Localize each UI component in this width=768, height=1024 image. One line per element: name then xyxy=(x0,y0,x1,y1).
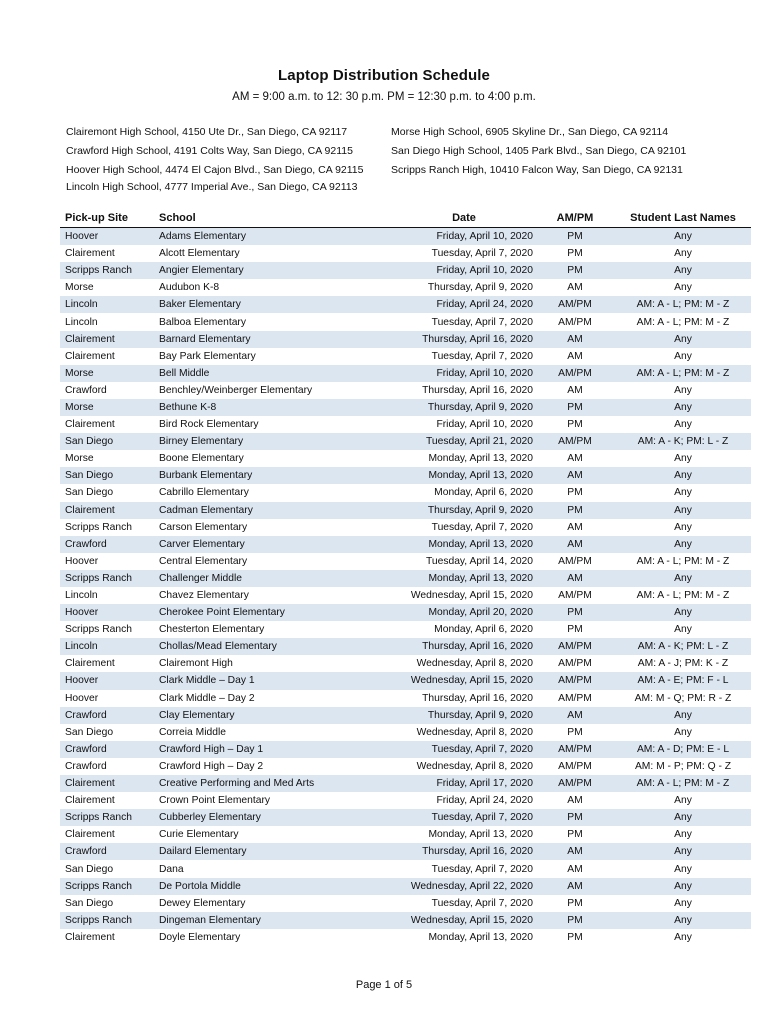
cell-student-last-names: Any xyxy=(615,912,751,929)
cell-am-pm: AM xyxy=(535,467,615,484)
cell-am-pm: AM xyxy=(567,384,583,396)
cell-date: Friday, April 10, 2020 xyxy=(355,228,535,246)
table-row xyxy=(60,775,751,792)
cell-date: Wednesday, April 8, 2020 xyxy=(416,760,533,772)
table-row xyxy=(60,296,751,313)
cell-school: Clark Middle – Day 1 xyxy=(159,672,355,689)
cell-student-last-names: Any xyxy=(674,350,692,362)
cell-school: Balboa Elementary xyxy=(159,316,247,328)
cell-school: Birney Elementary xyxy=(159,433,355,450)
table-row xyxy=(60,519,751,536)
cell-am-pm: PM xyxy=(535,912,615,929)
cell-pickup-site: Crawford xyxy=(60,843,159,860)
table-row xyxy=(60,536,751,553)
cell-student-last-names: Any xyxy=(674,419,692,431)
cell-student-last-names: AM: A - K; PM: L - Z xyxy=(615,638,751,655)
cell-date: Thursday, April 9, 2020 xyxy=(355,707,535,724)
cell-date: Thursday, April 16, 2020 xyxy=(355,843,535,860)
site-address: San Diego High School, 1405 Park Blvd., San Diego, CA 92101 xyxy=(391,145,687,157)
cell-pickup-site: Hoover xyxy=(60,672,159,689)
cell-student-last-names: Any xyxy=(674,897,692,909)
cell-student-last-names: AM: A - L; PM: M - Z xyxy=(636,316,730,328)
cell-student-last-names: Any xyxy=(674,931,692,943)
cell-school: Dingeman Elementary xyxy=(159,912,355,929)
table-row xyxy=(60,809,751,826)
cell-student-last-names: Any xyxy=(615,467,751,484)
cell-student-last-names: Any xyxy=(615,707,751,724)
table-row xyxy=(60,860,751,877)
cell-school: Bell Middle xyxy=(159,365,355,382)
schedule-table xyxy=(60,209,751,946)
cell-pickup-site: Scripps Ranch xyxy=(60,878,159,895)
cell-school: Crown Point Elementary xyxy=(159,795,271,807)
cell-student-last-names: AM: A - L; PM: M - Z xyxy=(615,775,751,792)
table-row xyxy=(60,382,751,399)
cell-date: Tuesday, April 7, 2020 xyxy=(431,863,533,875)
cell-date: Wednesday, April 8, 2020 xyxy=(416,726,533,738)
cell-school: Clairemont High xyxy=(159,658,233,670)
cell-pickup-site: Crawford xyxy=(60,536,159,553)
cell-date: Monday, April 13, 2020 xyxy=(355,467,535,484)
cell-pickup-site: Clairement xyxy=(65,658,115,670)
table-row xyxy=(60,313,751,330)
table-row xyxy=(60,450,751,467)
cell-am-pm: PM xyxy=(567,897,583,909)
cell-date: Thursday, April 9, 2020 xyxy=(355,399,535,416)
cell-pickup-site: San Diego xyxy=(65,487,114,499)
table-row xyxy=(60,707,751,724)
cell-pickup-site: San Diego xyxy=(65,897,114,909)
cell-school: Crawford High – Day 1 xyxy=(159,741,355,758)
cell-school: Dailard Elementary xyxy=(159,843,355,860)
cell-student-last-names: Any xyxy=(674,829,692,841)
cell-student-last-names: Any xyxy=(615,331,751,348)
cell-school: Chavez Elementary xyxy=(159,590,249,602)
cell-student-last-names: AM: A - L; PM: M - Z xyxy=(636,590,730,602)
cell-am-pm: AM xyxy=(535,843,615,860)
cell-student-last-names: Any xyxy=(674,487,692,499)
cell-student-last-names: AM: A - E; PM: F - L xyxy=(615,672,751,689)
table-header-row xyxy=(60,209,751,228)
table-row xyxy=(60,843,751,860)
cell-date: Monday, April 13, 2020 xyxy=(355,536,535,553)
cell-pickup-site: San Diego xyxy=(60,467,159,484)
cell-school: Cherokee Point Elementary xyxy=(159,604,355,621)
cell-school: Benchley/Weinberger Elementary xyxy=(159,384,313,396)
table-row xyxy=(60,758,751,775)
cell-date: Tuesday, April 14, 2020 xyxy=(425,555,533,567)
cell-date: Monday, April 13, 2020 xyxy=(428,453,533,465)
cell-pickup-site: Clairement xyxy=(60,502,159,519)
cell-pickup-site: San Diego xyxy=(65,863,114,875)
cell-pickup-site: Crawford xyxy=(60,707,159,724)
cell-date: Thursday, April 9, 2020 xyxy=(355,502,535,519)
cell-date: Thursday, April 16, 2020 xyxy=(422,384,533,396)
cell-date: Friday, April 10, 2020 xyxy=(436,419,533,431)
cell-date: Tuesday, April 21, 2020 xyxy=(355,433,535,450)
cell-student-last-names: AM: A - K; PM: L - Z xyxy=(615,433,751,450)
table-row xyxy=(60,878,751,895)
cell-school: Audubon K-8 xyxy=(159,282,220,294)
cell-student-last-names: AM: A - L; PM: M - Z xyxy=(615,365,751,382)
cell-am-pm: AM/PM xyxy=(535,296,615,313)
cell-pickup-site: Clairement xyxy=(60,331,159,348)
cell-pickup-site: Clairement xyxy=(60,775,159,792)
cell-pickup-site: Scripps Ranch xyxy=(60,570,159,587)
cell-date: Thursday, April 16, 2020 xyxy=(355,331,535,348)
cell-pickup-site: Clairement xyxy=(65,248,115,260)
header-date: Date xyxy=(355,209,535,228)
cell-school: Cadman Elementary xyxy=(159,502,355,519)
cell-date: Friday, April 24, 2020 xyxy=(355,296,535,313)
document-title: Laptop Distribution Schedule xyxy=(278,67,490,84)
cell-date: Wednesday, April 22, 2020 xyxy=(355,878,535,895)
cell-student-last-names: Any xyxy=(615,878,751,895)
table-row xyxy=(60,399,751,416)
cell-am-pm: AM/PM xyxy=(535,365,615,382)
cell-am-pm: AM xyxy=(567,350,583,362)
cell-school: Correia Middle xyxy=(159,726,226,738)
cell-date: Monday, April 13, 2020 xyxy=(355,570,535,587)
cell-pickup-site: Lincoln xyxy=(65,590,98,602)
cell-school: Bethune K-8 xyxy=(159,399,355,416)
table-row xyxy=(60,826,751,843)
cell-am-pm: PM xyxy=(567,931,583,943)
table-row xyxy=(60,416,751,433)
cell-student-last-names: Any xyxy=(615,570,751,587)
cell-am-pm: AM/PM xyxy=(558,692,592,704)
cell-pickup-site: Scripps Ranch xyxy=(65,624,132,636)
cell-date: Wednesday, April 15, 2020 xyxy=(355,672,535,689)
cell-school: Doyle Elementary xyxy=(159,931,241,943)
cell-student-last-names: Any xyxy=(674,248,692,260)
cell-am-pm: PM xyxy=(535,228,615,246)
cell-date: Wednesday, April 8, 2020 xyxy=(416,658,533,670)
cell-am-pm: AM xyxy=(535,331,615,348)
cell-date: Monday, April 20, 2020 xyxy=(355,604,535,621)
cell-date: Wednesday, April 15, 2020 xyxy=(355,912,535,929)
cell-student-last-names: Any xyxy=(674,384,692,396)
table-row xyxy=(60,279,751,296)
table-row xyxy=(60,690,751,707)
cell-date: Thursday, April 9, 2020 xyxy=(427,282,533,294)
cell-date: Wednesday, April 15, 2020 xyxy=(410,590,533,602)
cell-student-last-names: Any xyxy=(674,624,692,636)
cell-pickup-site: Clairement xyxy=(65,795,115,807)
table-row xyxy=(60,262,751,279)
cell-pickup-site: San Diego xyxy=(60,433,159,450)
cell-pickup-site: Lincoln xyxy=(60,296,159,313)
site-address: Crawford High School, 4191 Colts Way, San Diego, CA 92115 xyxy=(66,145,353,157)
cell-student-last-names: Any xyxy=(674,521,692,533)
cell-pickup-site: Clairement xyxy=(65,419,115,431)
cell-student-last-names: Any xyxy=(615,536,751,553)
cell-school: Baker Elementary xyxy=(159,296,355,313)
cell-am-pm: AM xyxy=(567,453,583,465)
cell-student-last-names: AM: M - P; PM: Q - Z xyxy=(634,760,732,772)
table-row xyxy=(60,792,751,809)
table-row xyxy=(60,365,751,382)
site-address: Hoover High School, 4474 El Cajon Blvd., San Diego, CA 92115 xyxy=(66,164,364,176)
cell-am-pm: PM xyxy=(567,829,583,841)
cell-school: Angier Elementary xyxy=(159,262,355,279)
cell-school: Barnard Elementary xyxy=(159,331,355,348)
cell-date: Tuesday, April 7, 2020 xyxy=(431,521,533,533)
cell-pickup-site: Hoover xyxy=(65,692,99,704)
cell-am-pm: AM/PM xyxy=(558,316,592,328)
cell-student-last-names: AM: A - D; PM: E - L xyxy=(615,741,751,758)
cell-date: Tuesday, April 7, 2020 xyxy=(355,741,535,758)
cell-school: Crawford High – Day 2 xyxy=(159,760,264,772)
cell-am-pm: PM xyxy=(535,604,615,621)
cell-pickup-site: Scripps Ranch xyxy=(65,521,132,533)
cell-pickup-site: Scripps Ranch xyxy=(60,912,159,929)
cell-pickup-site: Hoover xyxy=(60,228,159,246)
cell-student-last-names: Any xyxy=(674,453,692,465)
table-row xyxy=(60,604,751,621)
cell-pickup-site: Crawford xyxy=(60,741,159,758)
cell-student-last-names: AM: M - Q; PM: R - Z xyxy=(634,692,732,704)
cell-date: Monday, April 6, 2020 xyxy=(434,487,533,499)
cell-pickup-site: Scripps Ranch xyxy=(60,262,159,279)
cell-date: Friday, April 24, 2020 xyxy=(436,795,533,807)
cell-am-pm: PM xyxy=(567,624,583,636)
cell-student-last-names: Any xyxy=(674,726,692,738)
cell-school: Curie Elementary xyxy=(159,829,239,841)
cell-am-pm: PM xyxy=(567,487,583,499)
cell-school: Dewey Elementary xyxy=(159,897,246,909)
cell-student-last-names: Any xyxy=(615,399,751,416)
cell-student-last-names: Any xyxy=(615,843,751,860)
table-row xyxy=(60,502,751,519)
cell-am-pm: PM xyxy=(567,419,583,431)
site-address: Morse High School, 6905 Skyline Dr., San Diego, CA 92114 xyxy=(391,126,669,138)
header-student-last-names: Student Last Names xyxy=(615,209,751,228)
header-am-pm: AM/PM xyxy=(535,209,615,228)
table-row xyxy=(60,587,751,604)
cell-date: Friday, April 10, 2020 xyxy=(355,365,535,382)
cell-am-pm: AM/PM xyxy=(558,590,592,602)
cell-student-last-names: Any xyxy=(615,604,751,621)
cell-pickup-site: Hoover xyxy=(65,555,99,567)
cell-student-last-names: Any xyxy=(674,282,692,294)
cell-am-pm: AM/PM xyxy=(535,433,615,450)
cell-date: Tuesday, April 7, 2020 xyxy=(431,248,533,260)
table-row xyxy=(60,484,751,501)
cell-am-pm: AM/PM xyxy=(558,658,592,670)
time-legend: AM = 9:00 a.m. to 12: 30 p.m. PM = 12:30 p.m. to 4:00 p.m. xyxy=(232,91,536,103)
cell-school: Clark Middle – Day 2 xyxy=(159,692,255,704)
cell-school: Carson Elementary xyxy=(159,521,248,533)
cell-school: Dana xyxy=(159,863,184,875)
table-row xyxy=(60,245,751,262)
cell-am-pm: PM xyxy=(535,502,615,519)
table-row xyxy=(60,570,751,587)
cell-pickup-site: Clairement xyxy=(65,931,115,943)
cell-school: Bird Rock Elementary xyxy=(159,419,259,431)
cell-am-pm: AM xyxy=(567,795,583,807)
cell-school: Carver Elementary xyxy=(159,536,355,553)
cell-am-pm: PM xyxy=(535,809,615,826)
cell-pickup-site: Crawford xyxy=(65,384,107,396)
table-row xyxy=(60,672,751,689)
cell-school: Boone Elementary xyxy=(159,453,244,465)
table-row xyxy=(60,621,751,638)
cell-school: Clay Elementary xyxy=(159,707,355,724)
cell-pickup-site: Lincoln xyxy=(65,316,98,328)
cell-school: Chesterton Elementary xyxy=(159,624,265,636)
cell-date: Tuesday, April 7, 2020 xyxy=(431,316,533,328)
cell-am-pm: AM xyxy=(535,878,615,895)
cell-am-pm: AM/PM xyxy=(558,555,592,567)
cell-pickup-site: Hoover xyxy=(60,604,159,621)
cell-pickup-site: Clairement xyxy=(65,829,115,841)
cell-student-last-names: Any xyxy=(674,863,692,875)
cell-school: De Portola Middle xyxy=(159,878,355,895)
table-row xyxy=(60,348,751,365)
cell-school: Adams Elementary xyxy=(159,228,355,246)
site-address: Scripps Ranch High, 10410 Falcon Way, San Diego, CA 92131 xyxy=(391,164,683,176)
table-row xyxy=(60,553,751,570)
cell-pickup-site: Morse xyxy=(65,282,94,294)
cell-student-last-names: Any xyxy=(674,795,692,807)
cell-am-pm: AM/PM xyxy=(535,638,615,655)
table-row xyxy=(60,433,751,450)
cell-date: Thursday, April 16, 2020 xyxy=(422,692,533,704)
page-number: Page 1 of 5 xyxy=(355,979,413,991)
cell-student-last-names: Any xyxy=(615,809,751,826)
cell-pickup-site: Scripps Ranch xyxy=(60,809,159,826)
cell-student-last-names: AM: A - L; PM: M - Z xyxy=(636,555,730,567)
cell-am-pm: PM xyxy=(567,248,583,260)
cell-date: Tuesday, April 7, 2020 xyxy=(355,809,535,826)
cell-date: Thursday, April 16, 2020 xyxy=(355,638,535,655)
cell-school: Burbank Elementary xyxy=(159,467,355,484)
cell-am-pm: PM xyxy=(567,726,583,738)
cell-am-pm: AM xyxy=(567,521,583,533)
cell-am-pm: AM xyxy=(535,536,615,553)
cell-student-last-names: Any xyxy=(615,262,751,279)
cell-date: Monday, April 13, 2020 xyxy=(428,829,533,841)
cell-school: Creative Performing and Med Arts xyxy=(159,775,355,792)
cell-pickup-site: Morse xyxy=(60,399,159,416)
cell-date: Monday, April 13, 2020 xyxy=(428,931,533,943)
cell-school: Bay Park Elementary xyxy=(159,350,256,362)
cell-am-pm: PM xyxy=(535,262,615,279)
cell-school: Central Elementary xyxy=(159,555,248,567)
cell-am-pm: AM/PM xyxy=(535,672,615,689)
header-school: School xyxy=(159,209,355,228)
cell-date: Tuesday, April 7, 2020 xyxy=(431,350,533,362)
cell-date: Tuesday, April 7, 2020 xyxy=(431,897,533,909)
table-row xyxy=(60,929,751,946)
cell-date: Friday, April 17, 2020 xyxy=(355,775,535,792)
cell-pickup-site: Lincoln xyxy=(60,638,159,655)
cell-pickup-site: San Diego xyxy=(65,726,114,738)
cell-pickup-site: Morse xyxy=(65,453,94,465)
cell-student-last-names: AM: A - J; PM: K - Z xyxy=(637,658,729,670)
cell-student-last-names: Any xyxy=(615,502,751,519)
cell-am-pm: AM xyxy=(567,863,583,875)
header-pickup-site: Pick-up Site xyxy=(60,209,159,228)
cell-student-last-names: Any xyxy=(615,228,751,246)
cell-school: Alcott Elementary xyxy=(159,248,240,260)
site-address: Clairemont High School, 4150 Ute Dr., San Diego, CA 92117 xyxy=(66,126,348,138)
table-row xyxy=(60,741,751,758)
cell-date: Friday, April 10, 2020 xyxy=(355,262,535,279)
cell-am-pm: AM xyxy=(567,282,583,294)
cell-am-pm: AM/PM xyxy=(535,775,615,792)
cell-am-pm: PM xyxy=(535,399,615,416)
site-address: Lincoln High School, 4777 Imperial Ave., San Diego, CA 92113 xyxy=(66,181,358,193)
cell-school: Challenger Middle xyxy=(159,570,355,587)
table-row xyxy=(60,638,751,655)
cell-am-pm: AM xyxy=(535,707,615,724)
table-row xyxy=(60,655,751,672)
table-row xyxy=(60,331,751,348)
cell-pickup-site: Crawford xyxy=(65,760,107,772)
table-row xyxy=(60,228,751,246)
cell-pickup-site: Morse xyxy=(60,365,159,382)
cell-pickup-site: Clairement xyxy=(65,350,115,362)
table-row xyxy=(60,467,751,484)
cell-school: Cabrillo Elementary xyxy=(159,487,249,499)
cell-am-pm: AM/PM xyxy=(535,741,615,758)
table-row xyxy=(60,912,751,929)
cell-school: Chollas/Mead Elementary xyxy=(159,638,355,655)
table-row xyxy=(60,895,751,912)
cell-school: Cubberley Elementary xyxy=(159,809,355,826)
cell-date: Monday, April 6, 2020 xyxy=(434,624,533,636)
table-row xyxy=(60,724,751,741)
cell-student-last-names: AM: A - L; PM: M - Z xyxy=(615,296,751,313)
cell-am-pm: AM/PM xyxy=(558,760,592,772)
cell-am-pm: AM xyxy=(535,570,615,587)
